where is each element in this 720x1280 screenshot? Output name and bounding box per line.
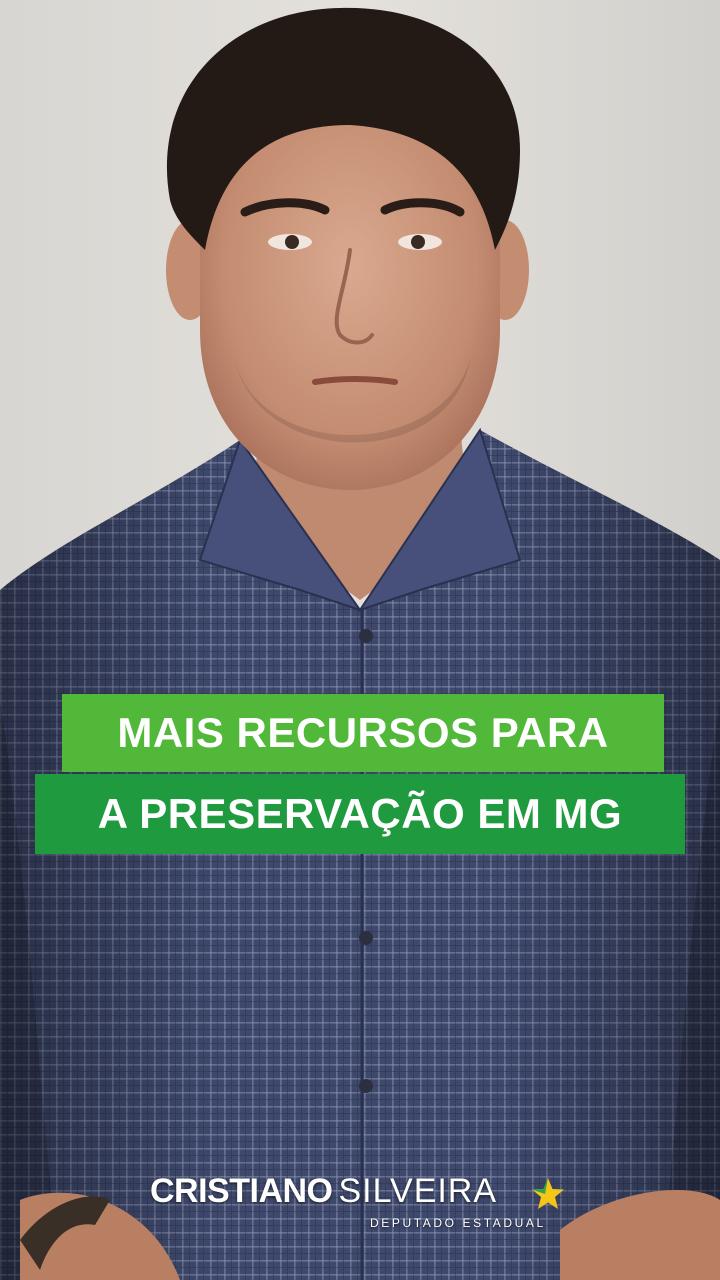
logo-last-name: SILVEIRA (338, 1172, 498, 1210)
caption-line-2: A PRESERVAÇÃO EM MG (97, 790, 623, 837)
caption-banner-line-2 (35, 774, 685, 854)
star-icon (530, 1176, 566, 1212)
logo-subtitle: DEPUTADO ESTADUAL (370, 1216, 546, 1230)
caption-line-1: MAIS RECURSOS PARA (117, 709, 609, 756)
logo-name (150, 1172, 497, 1211)
caption-banner-line-1 (62, 694, 664, 772)
politician-logo (150, 1172, 570, 1234)
logo-first-name: CRISTIANO (150, 1172, 333, 1210)
